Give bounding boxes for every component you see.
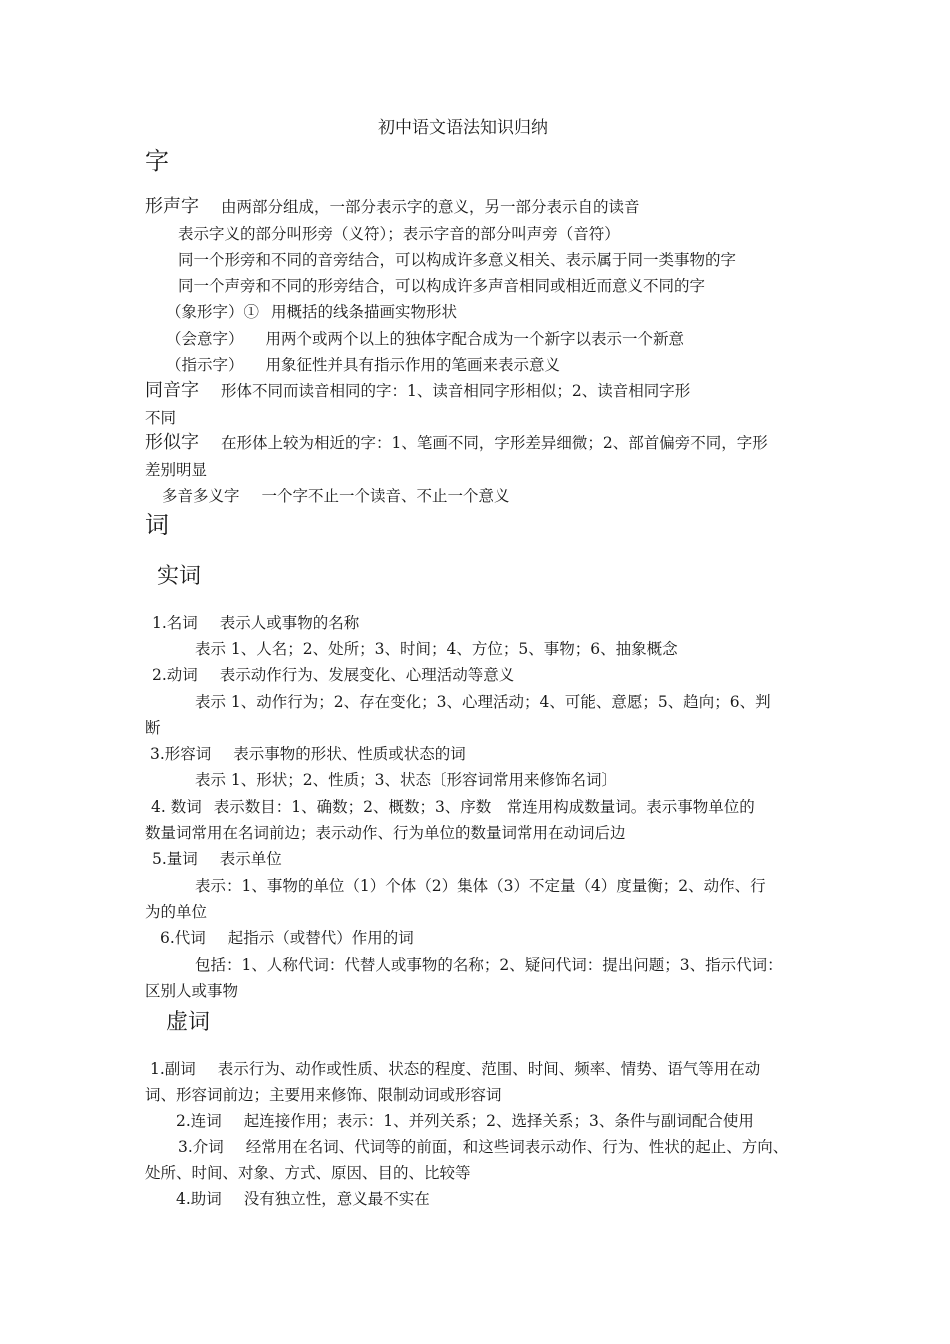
tongyin-term: 同音字 bbox=[145, 380, 199, 401]
type-label: （指示字） bbox=[166, 356, 244, 374]
xuci-item-4 bbox=[176, 1189, 430, 1209]
shici-item-1-sub: 表示 1、人名；2、处所；3、时间；4、方位；5、事物；6、抽象概念 bbox=[195, 640, 678, 658]
xingsi-line bbox=[145, 432, 768, 454]
shici-item-1 bbox=[152, 613, 359, 633]
item-label: 5.量词 bbox=[152, 850, 198, 868]
xingsheng-line-1: 表示字义的部分叫形旁（义符）；表示字音的部分叫声旁（音符） bbox=[178, 225, 620, 243]
tongyin-line bbox=[145, 380, 690, 402]
item-label: 2.动词 bbox=[152, 666, 198, 684]
xingsi-term: 形似字 bbox=[145, 432, 199, 453]
shici-item-4-cont: 数量词常用在名词前边；表示动作、行为单位的数量词常用在动词后边 bbox=[145, 824, 626, 842]
shici-item-3 bbox=[150, 744, 466, 764]
item-def: 表示行为、动作或性质、状态的程度、范围、时间、频率、情势、语气等用在动 bbox=[217, 1060, 761, 1078]
subsection-heading-xuci: 虚词 bbox=[166, 1010, 211, 1035]
item-def: 没有独立性，意义最不实在 bbox=[243, 1190, 430, 1208]
type-zhishi bbox=[166, 355, 560, 375]
item-def: 起连接作用；表示：1、并列关系；2、选择关系；3、条件与副词配合使用 bbox=[243, 1112, 754, 1130]
type-huiyi bbox=[166, 329, 684, 349]
subsection-heading-shici: 实词 bbox=[157, 564, 202, 589]
xingsheng-def: 由两部分组成，一部分表示字的意义，另一部分表示自的读音 bbox=[221, 198, 640, 216]
item-label: 6.代词 bbox=[160, 929, 206, 947]
shici-item-2-sub: 表示 1、动作行为；2、存在变化；3、心理活动；4、可能、意愿；5、趋向；6、判 bbox=[195, 693, 771, 711]
xingsi-def: 在形体上较为相近的字：1、笔画不同，字形差异细微；2、部首偏旁不同，字形 bbox=[221, 434, 768, 452]
item-label: 1.名词 bbox=[152, 614, 198, 632]
item-label: 4.助词 bbox=[176, 1190, 222, 1208]
xingsheng-line-3: 同一个声旁和不同的形旁结合，可以构成许多声音相同或相近而意义不同的字 bbox=[178, 277, 706, 295]
shici-item-2-sub-cont: 断 bbox=[145, 719, 161, 737]
item-def: 表示动作行为、发展变化、心理活动等意义 bbox=[219, 666, 515, 684]
shici-item-4 bbox=[151, 797, 755, 817]
item-label: 3.介词 bbox=[178, 1138, 224, 1156]
item-def: 表示数目：1、确数；2、概数；3、序数 常连用构成数量词。表示事物单位的 bbox=[213, 798, 755, 816]
item-def: 经常用在名词、代词等的前面，和这些词表示动作、行为、性状的起止、方向、 bbox=[245, 1138, 789, 1156]
shici-item-5-sub: 表示：1、事物的单位（1）个体（2）集体（3）不定量（4）度量衡；2、动作、行 bbox=[195, 877, 766, 895]
type-def: 用两个或两个以上的独体字配合成为一个新字以表示一个新意 bbox=[265, 330, 685, 348]
type-xiangxing bbox=[166, 302, 457, 322]
duoyin-term: 多音多义字 bbox=[162, 487, 240, 505]
shici-item-5 bbox=[152, 849, 282, 869]
xingsheng-line bbox=[145, 196, 640, 218]
shici-item-5-sub-cont: 为的单位 bbox=[145, 903, 208, 921]
xuci-item-2 bbox=[176, 1111, 754, 1131]
item-def: 起指示（或替代）作用的词 bbox=[227, 929, 414, 947]
item-label: 4. 数词 bbox=[151, 798, 202, 816]
item-def: 表示人或事物的名称 bbox=[219, 614, 360, 632]
duoyin-def: 一个字不止一个读音、不止一个意义 bbox=[261, 487, 510, 505]
duoyin-line bbox=[162, 486, 510, 506]
item-label: 2.连词 bbox=[176, 1112, 222, 1130]
item-label: 1.副词 bbox=[150, 1060, 196, 1078]
type-def: 用象征性并具有指示作用的笔画来表示意义 bbox=[265, 356, 561, 374]
shici-item-3-sub: 表示 1、形状；2、性质；3、状态〔形容词常用来修饰名词〕 bbox=[195, 771, 618, 789]
tongyin-cont: 不同 bbox=[145, 409, 177, 427]
shici-item-2 bbox=[152, 665, 514, 685]
type-label: （象形字）① bbox=[166, 303, 260, 321]
tongyin-def: 形体不同而读音相同的字：1、读音相同字形相似；2、读音相同字形 bbox=[221, 382, 691, 400]
page-title: 初中语文语法知识归纳 bbox=[378, 118, 548, 138]
xingsi-cont: 差别明显 bbox=[145, 461, 208, 479]
xingsheng-term: 形声字 bbox=[145, 196, 199, 217]
item-label: 3.形容词 bbox=[150, 745, 212, 763]
section-heading-ci: 词 bbox=[145, 511, 169, 539]
shici-item-6-sub-cont: 区别人或事物 bbox=[145, 982, 239, 1000]
xuci-item-3-cont: 处所、时间、对象、方式、原因、目的、比较等 bbox=[145, 1164, 471, 1182]
section-heading-zi: 字 bbox=[145, 147, 169, 175]
xingsheng-line-2: 同一个形旁和不同的音旁结合，可以构成许多意义相关、表示属于同一类事物的字 bbox=[178, 251, 737, 269]
type-def: 用概括的线条描画实物形状 bbox=[271, 303, 458, 321]
type-label: （会意字） bbox=[166, 330, 244, 348]
xuci-item-3 bbox=[178, 1137, 788, 1157]
shici-item-6 bbox=[160, 928, 414, 948]
xuci-item-1 bbox=[150, 1059, 760, 1079]
item-def: 表示事物的形状、性质或状态的词 bbox=[233, 745, 466, 763]
item-def: 表示单位 bbox=[219, 850, 282, 868]
shici-item-6-sub: 包括：1、人称代词：代替人或事物的名称；2、疑问代词：提出问题；3、指示代词： bbox=[195, 956, 783, 974]
xuci-item-1-cont: 词、形容词前边；主要用来修饰、限制动词或形容词 bbox=[145, 1086, 502, 1104]
